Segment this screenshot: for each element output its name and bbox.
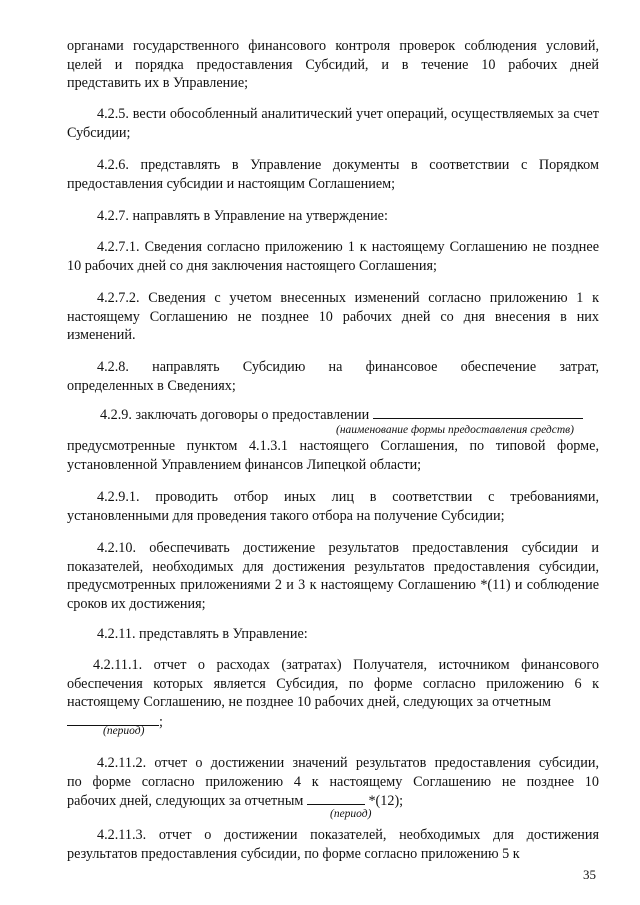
- punctuation: ;: [159, 714, 163, 730]
- paragraph-4-2-8: [67, 358, 599, 395]
- paragraph-4-2-7: 4.2.7. направлять в Управление на утверждение:: [97, 208, 388, 224]
- paragraph-4-2-11-1: 4.2.11.1. отчет о расходах (затратах) Получателя, источником финансового обеспечения которых является Субсидия, по форме согласно приложению 6 к настоящему Соглашению, не позднее 10 рабочих дней, следующих за отчетным: [67, 657, 599, 711]
- paragraph-4-2-7-2: 4.2.7.2. Сведения с учетом внесенных изменений согласно приложению 1 к настоящему Соглашению не позднее 10 рабочих дней со дня внесения в них изменений.: [67, 290, 599, 344]
- period-line: [67, 712, 599, 732]
- text-fragment: *(12);: [368, 793, 404, 810]
- page-number: 35: [583, 867, 596, 882]
- paragraph-4-2-9-continuation: предусмотренные пунктом 4.1.3.1 настоящего Соглашения, по типовой форме, установленной Управлением финансов Липецкой области;: [67, 438, 599, 473]
- field-caption: (период): [330, 808, 372, 820]
- blank-field: [373, 405, 583, 419]
- text-line: представить их в Управление;: [67, 75, 249, 92]
- paragraph-4-2-11-2: [67, 754, 599, 811]
- paragraph-4-2-10: 4.2.10. обеспечивать достижение результатов предоставления субсидии и показателей, необходимых для достижения результатов предоставления субсидии, предусмотренных приложениями 2 и 3 к настоящему Соглашению *(11) и соблюдение сроков их достижения;: [67, 540, 599, 612]
- field-caption: (наименование формы предоставления средств): [336, 424, 574, 436]
- text-line: 4.2.9. заключать договоры о предоставлении: [100, 407, 370, 423]
- paragraph-4-2-7-1: 4.2.7.1. Сведения согласно приложению 1 к настоящему Соглашению не позднее 10 рабочих дней со дня заключения настоящего Соглашения;: [67, 239, 599, 274]
- paragraph-4-2-11: 4.2.11. представлять в Управление:: [97, 626, 308, 642]
- text-line: 4.2.11.2. отчет о достижении значений результатов предоставления субсидии,: [97, 755, 599, 771]
- blank-field: [307, 791, 365, 805]
- field-caption: (период): [103, 725, 145, 737]
- paragraph-continuation: [67, 37, 599, 93]
- paragraph-4-2-9-1: 4.2.9.1. проводить отбор иных лиц в соответствии с требованиями, установленными для проведения такого отбора на получение Субсидии;: [67, 489, 599, 524]
- text-line: органами государственного финансового контроля проверок соблюдения условий,: [67, 38, 599, 54]
- blank-field: [67, 712, 159, 726]
- text-line: 4.2.8. направлять Субсидию на финансовое обеспечение затрат,: [97, 359, 599, 375]
- text-line: целей и порядка предоставления Субсидий, и в течение 10 рабочих дней: [67, 56, 599, 73]
- text-line: определенных в Сведениях;: [67, 377, 236, 394]
- paragraph-4-2-6: 4.2.6. представлять в Управление документы в соответствии с Порядком предоставления субсидии и настоящим Соглашением;: [67, 157, 599, 192]
- text-fragment: рабочих дней, следующих за отчетным: [67, 793, 304, 810]
- text-line: по форме согласно приложению 4 к настоящему Соглашению не позднее 10: [67, 773, 599, 790]
- paragraph-4-2-9-first-line: [67, 405, 599, 425]
- paragraph-4-2-11-3: 4.2.11.3. отчет о достижении показателей, необходимых для достижения результатов предоставления субсидии, по форме согласно приложению 5 к: [67, 827, 599, 862]
- paragraph-4-2-5: 4.2.5. вести обособленный аналитический учет операций, осуществляемых за счет Субсидии;: [67, 106, 599, 141]
